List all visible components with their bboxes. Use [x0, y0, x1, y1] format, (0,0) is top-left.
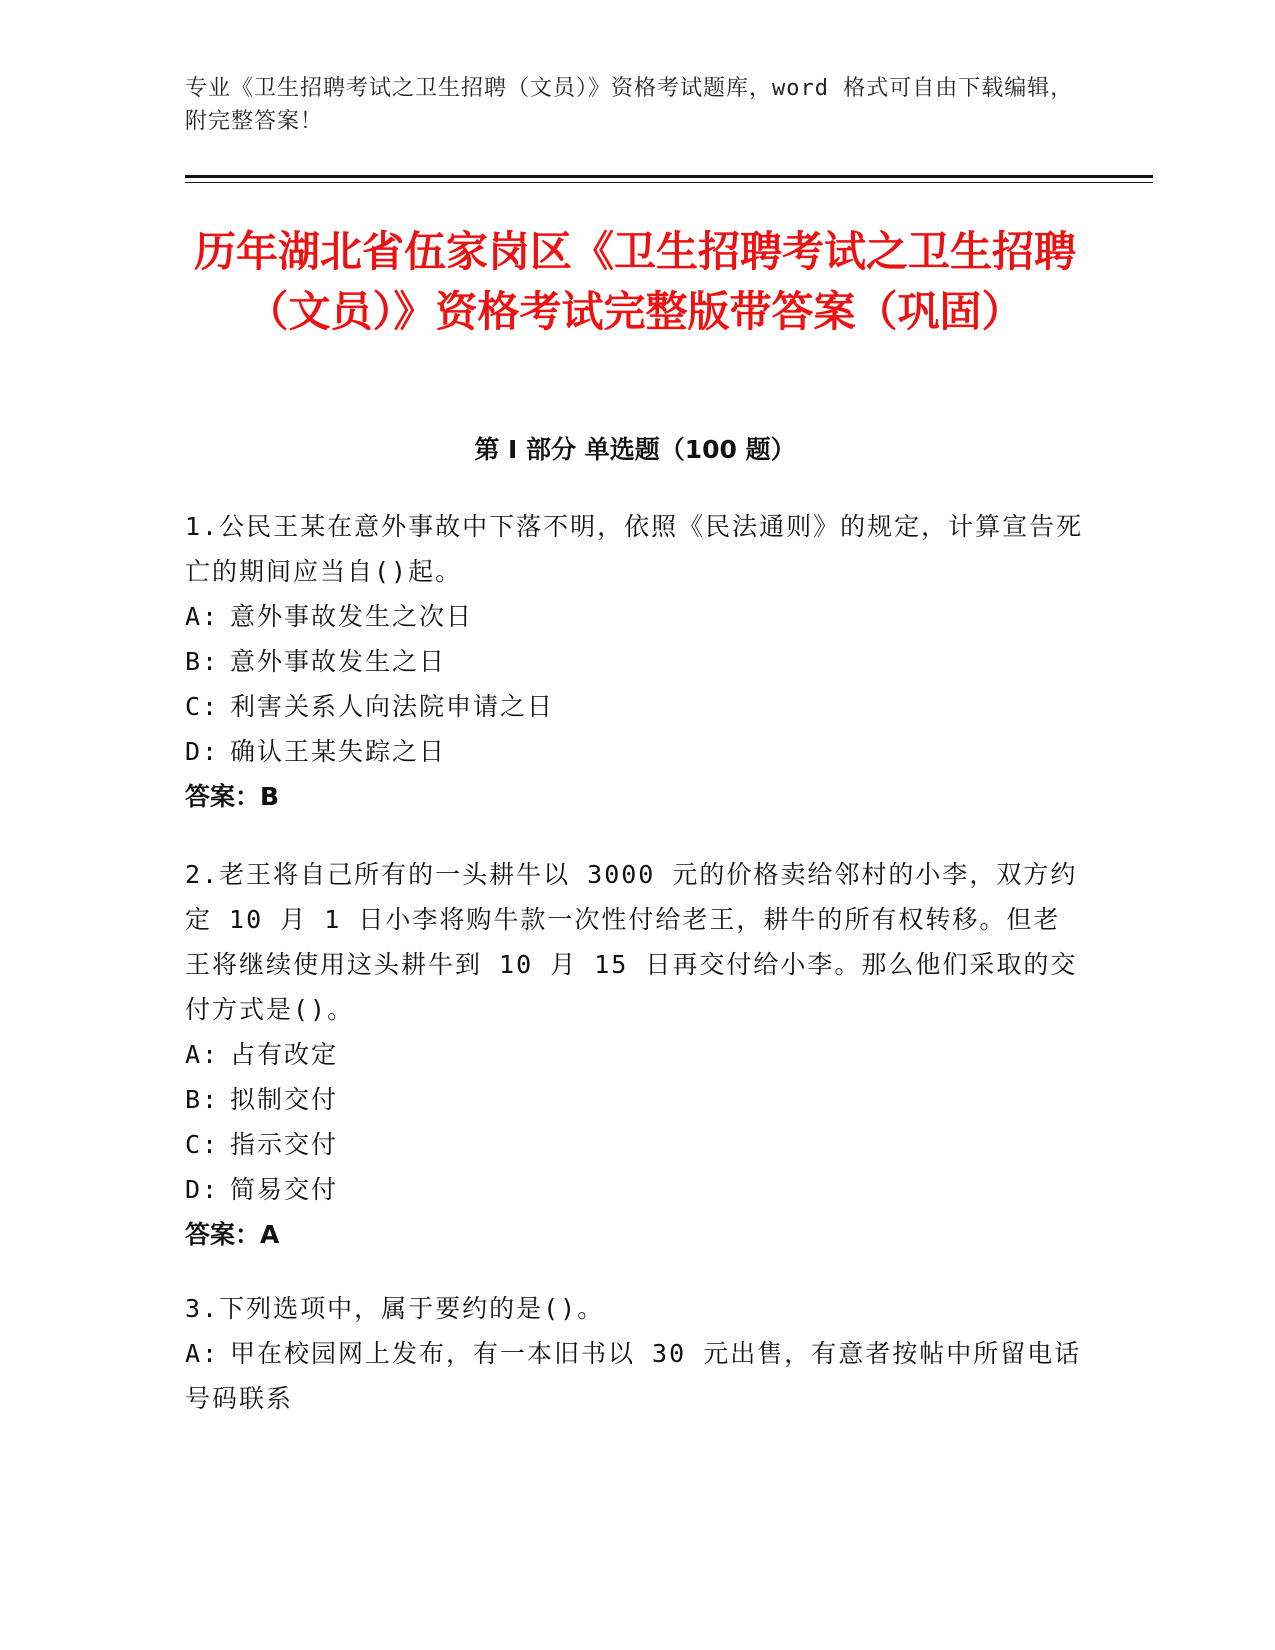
option-key: B: — [185, 1085, 220, 1114]
option-d — [185, 1167, 1085, 1212]
option-key: C: — [185, 1130, 220, 1159]
option-key: D: — [185, 737, 220, 766]
section-heading: 第 I 部分 单选题（100 题） — [474, 435, 796, 464]
option-key: D: — [185, 1175, 220, 1204]
option-text: 意外事故发生之次日 — [230, 602, 474, 631]
option-a — [185, 1032, 1085, 1077]
header-divider-thin — [185, 182, 1153, 183]
option-key: A: — [185, 1339, 220, 1368]
answer-label: 答案：B — [185, 782, 280, 811]
question-stem: 1.公民王某在意外事故中下落不明，依照《民法通则》的规定，计算宣告死亡的期间应当自()起。 — [185, 512, 1084, 586]
option-key: C: — [185, 692, 220, 721]
question-3 — [185, 1286, 1085, 1421]
option-text: 简易交付 — [230, 1175, 339, 1204]
option-d — [185, 729, 1085, 774]
option-c — [185, 684, 1085, 729]
header-note: 专业《卫生招聘考试之卫生招聘（文员）》资格考试题库，word 格式可自由下载编辑，附完整答案！ — [185, 76, 1074, 134]
option-a — [185, 1331, 1085, 1421]
option-key: A: — [185, 602, 220, 631]
question-1 — [185, 504, 1085, 819]
option-key: B: — [185, 647, 220, 676]
option-c — [185, 1122, 1085, 1167]
question-2 — [185, 852, 1085, 1257]
option-text: 确认王某失踪之日 — [230, 737, 447, 766]
option-b — [185, 1077, 1085, 1122]
header-divider-thick — [185, 175, 1153, 178]
option-text: 意外事故发生之日 — [230, 647, 447, 676]
question-stem: 2.老王将自己所有的一头耕牛以 3000 元的价格卖给邻村的小李，双方约定 10 月 1 日小李将购牛款一次性付给老王，耕牛的所有权转移。但老王将继续使用这头耕牛到 10 月 15 日再交付给小李。那么他们采取的交付方式是()。 — [185, 860, 1078, 1024]
option-text: 拟制交付 — [230, 1085, 339, 1114]
option-a — [185, 594, 1085, 639]
option-text: 占有改定 — [230, 1040, 339, 1069]
option-text: 利害关系人向法院申请之日 — [230, 692, 555, 721]
question-stem: 3.下列选项中，属于要约的是()。 — [185, 1294, 605, 1323]
option-b — [185, 639, 1085, 684]
option-text: 指示交付 — [230, 1130, 339, 1159]
option-text: 甲在校园网上发布，有一本旧书以 30 元出售，有意者按帖中所留电话号码联系 — [185, 1339, 1082, 1413]
answer-label: 答案：A — [185, 1220, 280, 1249]
document-title: 历年湖北省伍家岗区《卫生招聘考试之卫生招聘（文员）》资格考试完整版带答案（巩固） — [193, 227, 1076, 336]
option-key: A: — [185, 1040, 220, 1069]
